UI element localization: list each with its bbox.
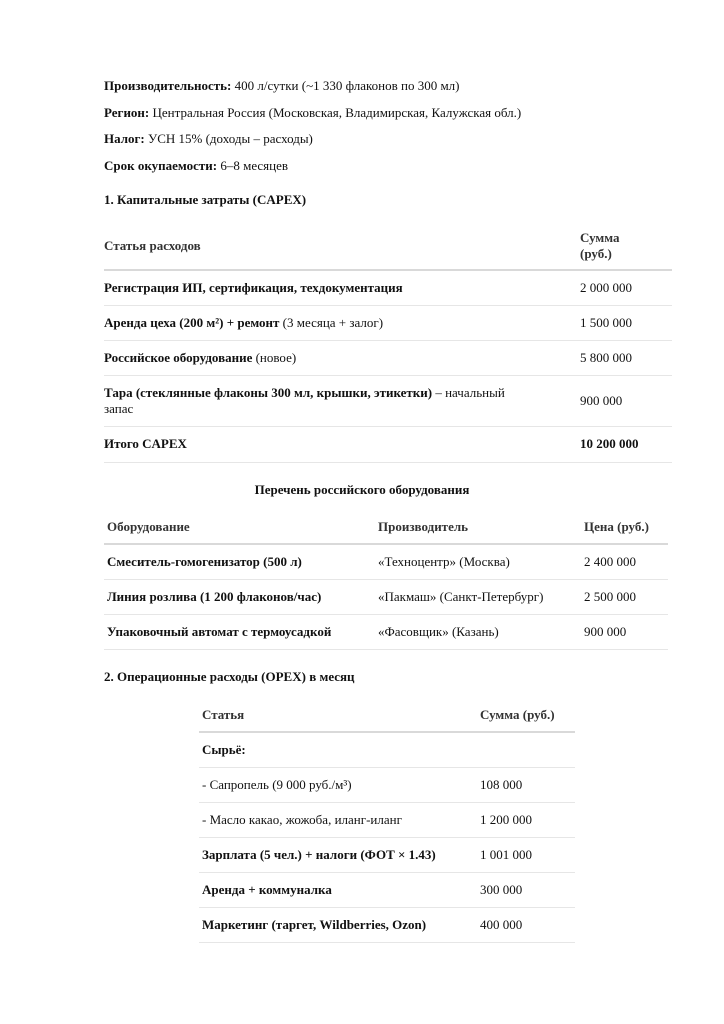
intro-region: Регион: Центральная Россия (Московская, Владимирская, Калужская обл.) (104, 105, 522, 120)
table-row: Маркетинг (таргет, Wildberries, Ozon) 400 000 (199, 907, 575, 942)
intro-tax: Налог: УСН 15% (доходы – расходы) (104, 131, 313, 146)
capex-heading: 1. Капитальные затраты (CAPEX) (104, 192, 307, 207)
table-row: Упаковочный автомат с термоусадкой «Фасовщик» (Казань) 900 000 (104, 614, 668, 649)
equipment-col-name: Оборудование (104, 510, 378, 544)
table-row: - Масло какао, жожоба, иланг-иланг 1 200 000 (199, 802, 575, 837)
table-row: Сырьё: (199, 732, 575, 767)
equipment-table (104, 510, 668, 650)
table-row: Регистрация ИП, сертификация, техдокументация 2 000 000 (104, 270, 672, 305)
table-row: Аренда + коммуналка 300 000 (199, 872, 575, 907)
capex-col-sum: Сумма (руб.) (580, 222, 672, 270)
intro-productivity: Производительность: 400 л/сутки (~1 330 флаконов по 300 мл) (104, 78, 460, 93)
table-row: Линия розлива (1 200 флаконов/час) «Пакмаш» (Санкт-Петербург) 2 500 000 (104, 579, 668, 614)
table-row: Тара (стеклянные флаконы 300 мл, крышки, этикетки) – начальный запас 900 000 (104, 375, 672, 426)
table-row: Смеситель-гомогенизатор (500 л) «Техноцентр» (Москва) 2 400 000 (104, 544, 668, 579)
opex-col-sum: Сумма (руб.) (480, 698, 575, 732)
equipment-col-price: Цена (руб.) (584, 510, 668, 544)
capex-header-row (104, 222, 672, 270)
opex-table (199, 698, 575, 943)
capex-col-item: Статья расходов (104, 222, 580, 270)
opex-col-item: Статья (199, 698, 480, 732)
equipment-header-row (104, 510, 668, 544)
capex-total-row: Итого CAPEX 10 200 000 (104, 426, 672, 462)
table-row: Зарплата (5 чел.) + налоги (ФОТ × 1.43) 1 001 000 (199, 837, 575, 872)
capex-table (104, 222, 672, 463)
table-row: Российское оборудование (новое) 5 800 000 (104, 340, 672, 375)
intro-payback: Срок окупаемости: 6–8 месяцев (104, 158, 289, 173)
opex-heading: 2. Операционные расходы (OPEX) в месяц (104, 669, 355, 684)
table-row: - Сапропель (9 000 руб./м³) 108 000 (199, 767, 575, 802)
table-row: Аренда цеха (200 м²) + ремонт (3 месяца + залог) 1 500 000 (104, 305, 672, 340)
equipment-col-maker: Производитель (378, 510, 584, 544)
opex-header-row (199, 698, 575, 732)
equipment-title: Перечень российского оборудования (254, 482, 470, 497)
